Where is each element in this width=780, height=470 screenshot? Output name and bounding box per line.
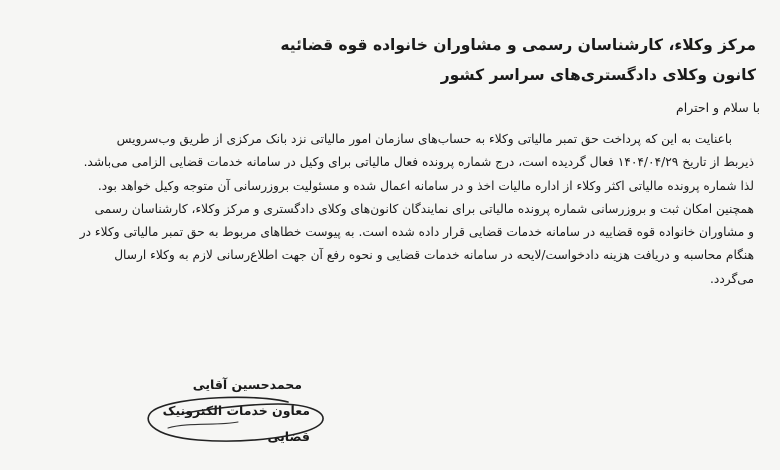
body-line: همچنین امکان ثبت و بروزرسانی شماره پرونده مالیاتی برای نمایندگان کانون‌های وکلای دادگستری و مرکز وکلاء، کارشناسان رسمی — [94, 201, 754, 216]
body-line: ذیربط از تاریخ ۱۴۰۴/۰۴/۲۹ فعال گردیده است، درج شماره پرونده فعال مالیاتی برای وکیل در سامانه خدمات قضایی الزامی می‌باشد. — [83, 155, 754, 170]
body-line: و مشاوران خانواده قوه قضاییه در سامانه خدمات قضایی قرار داده شده است. به پیوست خطاهای مربوط به حق تمبر مالیاتی وکلاء در — [79, 225, 754, 240]
signature-block — [160, 372, 310, 450]
body-line: باعنایت به این که پرداخت حق تمبر مالیاتی وکلاء به حساب‌های سازمان امور مالیاتی نزد بانک مرکزی از طریق وب‌سرویس — [116, 132, 732, 146]
addressee-line-2: کانون وکلای دادگستری‌های سراسر کشور — [440, 66, 756, 84]
body-line: هنگام محاسبه و دریافت هزینه دادخواست/لایحه در سامانه خدمات قضایی و نحوه رفع آن جهت اطلاع‌رسانی لازم به وکلاء ارسال — [114, 248, 754, 263]
greeting: با سلام و احترام — [676, 100, 760, 115]
letter-body — [22, 128, 754, 291]
signatory-title: معاون خدمات الکترونیک قضایی — [162, 403, 310, 444]
signatory-name: محمدحسین آقایی — [192, 377, 302, 392]
body-line: لذا شماره پرونده مالیاتی اکثر وکلاء از اداره مالیات اخذ و در سامانه اعمال شده و مسئولیت بروزرسانی آن متوجه وکیل خواهد بود. — [97, 178, 754, 193]
addressee-line-1: مرکز وکلاء، کارشناسان رسمی و مشاوران خانواده قوه قضائیه — [280, 36, 756, 54]
body-line: می‌گردد. — [710, 271, 754, 286]
